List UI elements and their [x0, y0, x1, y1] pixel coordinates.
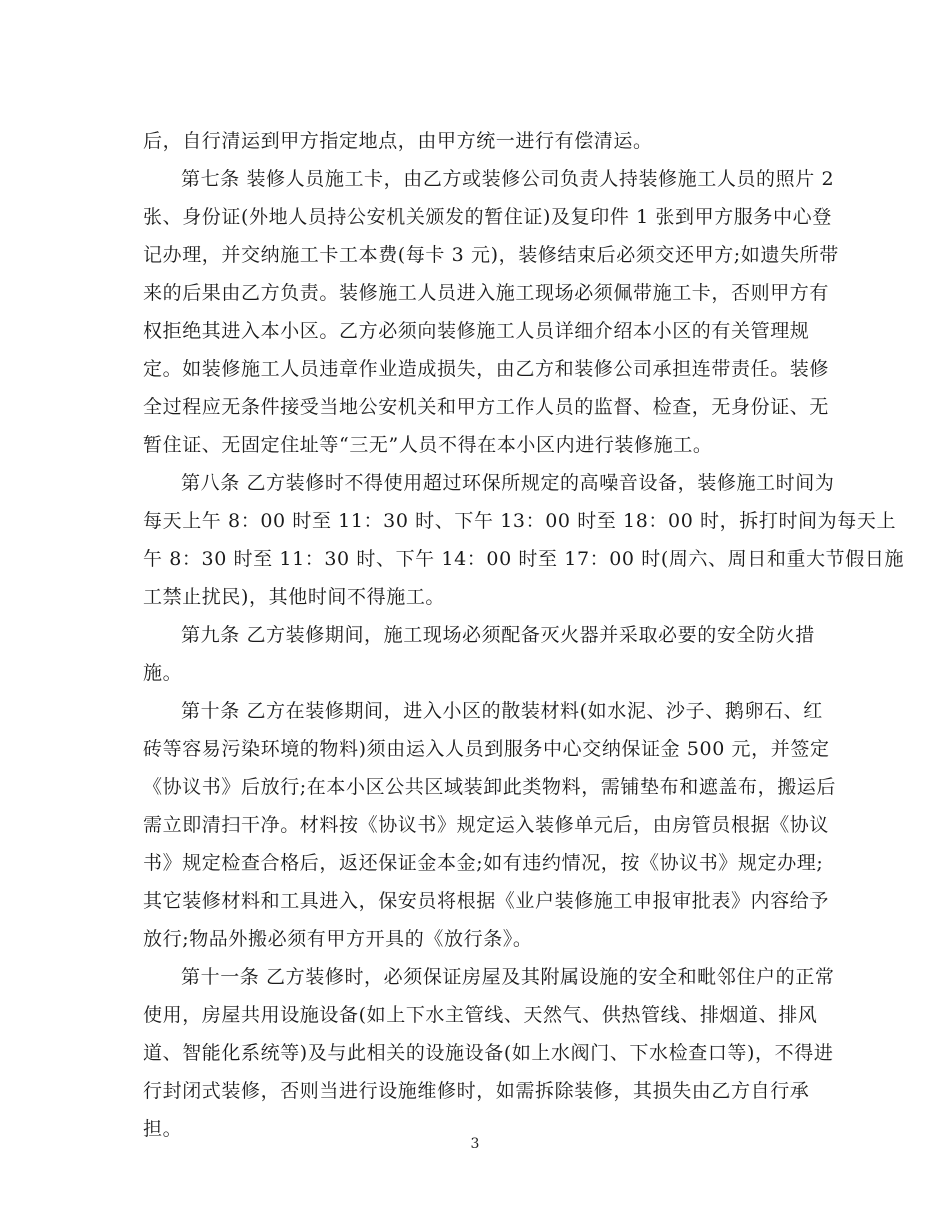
text-line: 每天上午 8：00 时至 11：30 时、下午 13：00 时至 18：00 时，拆打时间为每天上: [143, 510, 897, 532]
text-line: 张、身份证(外地人员持公安机关颁发的暂住证)及复印件 1 张到甲方服务中心登: [143, 206, 832, 228]
text-line: 第十条 乙方在装修期间，进入小区的散装材料(如水泥、沙子、鹅卵石、红: [181, 700, 823, 722]
page-number: 3: [470, 1136, 480, 1152]
text-line: 《协议书》后放行;在本小区公共区域装卸此类物料，需铺垫布和遮盖布，搬运后: [143, 776, 837, 798]
text-line: 第七条 装修人员施工卡，由乙方或装修公司负责人持装修施工人员的照片 2: [181, 168, 835, 190]
text-line: 全过程应无条件接受当地公安机关和甲方工作人员的监督、检查，无身份证、无: [143, 396, 830, 418]
text-line: 书》规定检查合格后，返还保证金本金;如有违约情况，按《协议书》规定办理;: [143, 852, 824, 874]
text-line: 后，自行清运到甲方指定地点，由甲方统一进行有偿清运。: [143, 130, 653, 152]
text-line: 其它装修材料和工具进入，保安员将根据《业户装修施工申报审批表》内容给予: [143, 890, 830, 912]
text-line: 使用，房屋共用设施设备(如上下水主管线、天然气、供热管线、排烟道、排风: [143, 1004, 818, 1026]
text-line: 记办理，并交纳施工卡工本费(每卡 3 元)，装修结束后必须交还甲方;如遗失所带: [143, 244, 839, 266]
text-line: 行封闭式装修，否则当进行设施维修时，如需拆除装修，其损失由乙方自行承: [143, 1080, 810, 1102]
text-line: 第十一条 乙方装修时，必须保证房屋及其附属设施的安全和毗邻住户的正常: [181, 966, 835, 988]
text-line: 道、智能化系统等)及与此相关的设施设备(如上水阀门、下水检查口等)，不得进: [143, 1042, 834, 1064]
text-line: 担。: [143, 1118, 183, 1140]
text-line: 第八条 乙方装修时不得使用超过环保所规定的高噪音设备，装修施工时间为: [181, 472, 835, 494]
text-line: 午 8：30 时至 11：30 时、下午 14：00 时至 17：00 时(周六、周日和重大节假日施: [143, 548, 905, 570]
text-line: 暂住证、无固定住址等“三无”人员不得在本小区内进行装修施工。: [143, 434, 713, 456]
text-line: 权拒绝其进入本小区。乙方必须向装修施工人员详细介绍本小区的有关管理规: [143, 320, 810, 342]
text-line: 砖等容易污染环境的物料)须由运入人员到服务中心交纳保证金 500 元，并签定: [143, 738, 830, 760]
text-line: 施。: [143, 662, 183, 684]
text-line: 定。如装修施工人员违章作业造成损失，由乙方和装修公司承担连带责任。装修: [143, 358, 830, 380]
text-line: 需立即清扫干净。材料按《协议书》规定运入装修单元后，由房管员根据《协议: [143, 814, 830, 836]
text-line: 放行;物品外搬必须有甲方开具的《放行条》。: [143, 928, 533, 950]
text-line: 来的后果由乙方负责。装修施工人员进入施工现场必须佩带施工卡，否则甲方有: [143, 282, 830, 304]
text-line: 第九条 乙方装修期间，施工现场必须配备灭火器并采取必要的安全防火措: [181, 624, 815, 646]
text-line: 工禁止扰民)，其他时间不得施工。: [143, 586, 446, 608]
